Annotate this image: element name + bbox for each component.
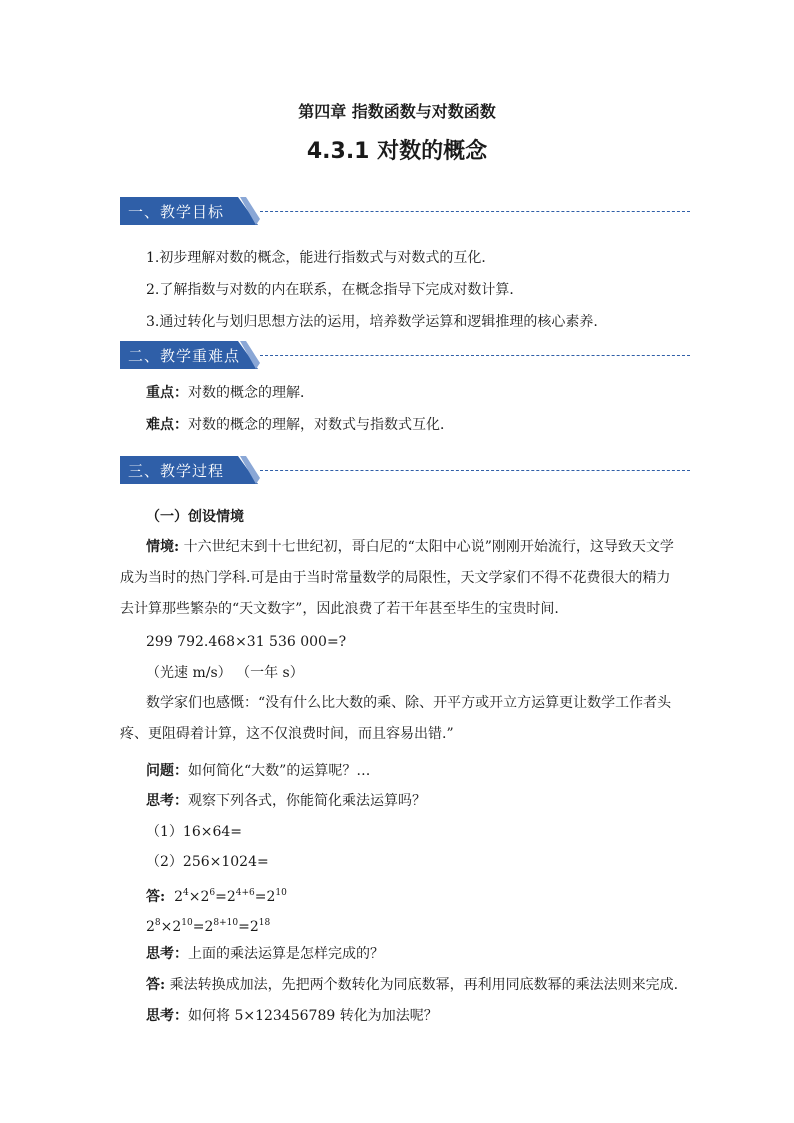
answer-line-3: [146, 976, 678, 994]
think-label: 思考：: [146, 793, 188, 809]
objective-item: 1.初步理解对数的概念，能进行指数式与对数式的互化．: [146, 250, 496, 266]
answer-exponent: 10: [181, 918, 193, 928]
situation-paragraph: [120, 532, 680, 625]
think-line: [146, 945, 384, 963]
dashed-divider: [260, 211, 690, 212]
answer-exponent: 4+6: [235, 888, 255, 898]
answer-exponent: 4: [183, 888, 189, 898]
think-label: 思考：: [146, 1008, 188, 1024]
quote-paragraph: 数学家们也感慨：“没有什么比大数的乘、除、开平方或开立方运算更让数学工作者头疼、更阻碍着计算，这不仅浪费时间，而且容易出错.”: [120, 695, 672, 742]
question-label: 问题：: [146, 763, 188, 779]
answer-line-1: [146, 884, 287, 906]
section-banner-process: [120, 456, 690, 484]
answer-base: 2: [146, 919, 155, 935]
question-text: 如何简化“大数”的运算呢？…: [188, 763, 371, 779]
answer-exponent: 8+10: [213, 918, 239, 928]
answer-term: =2: [238, 919, 259, 935]
example-2: （2）256×1024=: [146, 854, 269, 870]
page-title: 4.3.1 对数的概念: [306, 139, 488, 164]
objective-item: 2.了解指数与对数的内在联系，在概念指导下完成对数计算．: [146, 282, 524, 298]
answer-label: 答:: [146, 977, 166, 993]
section-banner-objectives: [120, 197, 690, 225]
dashed-divider: [260, 355, 690, 356]
answer-exponent: 18: [258, 918, 271, 928]
answer-term: =2: [215, 889, 236, 905]
difficult-point-label: 难点：: [146, 417, 188, 433]
section-heading: 三、教学过程: [128, 462, 225, 480]
chapter-heading: 第四章 指数函数与对数函数: [298, 102, 496, 121]
think-label: 思考：: [146, 946, 188, 962]
answer-exponent: 6: [209, 888, 216, 898]
think-text: 上面的乘法运算是怎样完成的？: [188, 946, 384, 962]
think-line: [146, 792, 426, 810]
answer-exponent: 8: [154, 918, 161, 928]
calc-expression: 299 792.468×31 536 000=?: [146, 634, 347, 650]
situation-text: 十六世纪末到十七世纪初，哥白尼的“太阳中心说”刚刚开始流行，这导致天文学成为当时的热门学科.可是由于当时常量数学的局限性，天文学家们不得不花费很大的精力去计算那些繁杂的“天文数字”，因此浪费了若干年甚至毕生的宝贵时间.: [120, 539, 674, 617]
answer-exponent: 10: [275, 888, 287, 898]
think-text: 观察下列各式，你能简化乘法运算吗？: [188, 793, 426, 809]
objective-item: 3.通过转化与划归思想方法的运用，培养数学运算和逻辑推理的核心素养.: [146, 314, 598, 330]
answer-term: =2: [192, 919, 214, 935]
difficult-point-text: 对数的概念的理解，对数式与指数式互化．: [188, 417, 454, 433]
difficult-point-line: [146, 416, 454, 434]
subsection-heading: （一）创设情境: [146, 509, 244, 525]
section-heading: 二、教学重难点: [128, 347, 241, 365]
key-point-line: [146, 384, 314, 402]
think-line: [146, 1007, 438, 1025]
key-point-label: 重点：: [146, 385, 188, 401]
answer-line-2: [146, 914, 270, 936]
situation-label: 情境:: [146, 539, 180, 555]
answer-term: =2: [254, 889, 276, 905]
answer-text: 乘法转换成加法，先把两个数转化为同底数幂，再利用同底数幂的乘法法则来完成.: [165, 977, 679, 993]
answer-label: 答:: [146, 889, 166, 905]
answer-term: ×2: [188, 889, 210, 905]
example-1: （1）16×64=: [146, 824, 242, 840]
key-point-text: 对数的概念的理解．: [188, 385, 314, 401]
think-text: 如何将 5×123456789 转化为加法呢？: [188, 1008, 438, 1024]
answer-term: ×2: [160, 919, 182, 935]
section-heading: 一、教学目标: [128, 203, 225, 221]
dashed-divider: [260, 470, 690, 471]
answer-base: 2: [174, 889, 183, 905]
section-banner-key-points: [120, 341, 690, 369]
units-note: （光速 m/s） （一年 s）: [146, 665, 304, 681]
question-line: [146, 762, 370, 780]
